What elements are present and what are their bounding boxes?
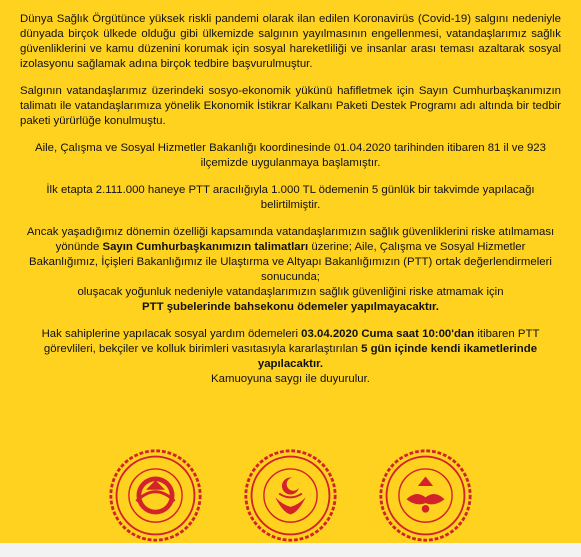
payment-residence-bold: 5 gün içinde kendi ikametlerinde yapılacaktır. (257, 343, 538, 370)
ptt-decision-line3: PTT şubelerinde bahsekonu ödemeler yapılmayacaktır. (142, 301, 439, 313)
paragraph-economic-package: Salgının vatandaşlarımız üzerindeki sosyo-ekonomik yükünü hafifletmek için Sayın Cumhurbaşkanımızın talimatı ile vatandaşlarımıza yönelik Ekonomik İstikrar Kalkanı Paketi Destek Programı adı altında bir tedbir paketi yürürlüğe konulmuştu. (20, 85, 561, 127)
public-notice-line: Kamuoyuna saygı ile duyurulur. (211, 373, 370, 385)
ptt-decision-text-cont: üzerine; Aile, Çalışma ve Sosyal Hizmetler Bakanlığımız, İçişleri Bakanlığımız ile Ulaştırma ve Altyapı Bakanlığımızın (PTT) ortak değerlendirmeleri sonucunda; (29, 241, 552, 283)
paragraph-ministry-coordination: Aile, Çalışma ve Sosyal Hizmetler Bakanlığı koordinesinde 01.04.2020 tarihinden itibaren 81 il ve 923 ilçemizde uygulanmaya başlamıştır. (35, 142, 546, 169)
seal-family-ministry-icon (243, 448, 338, 543)
ministry-seals (0, 448, 581, 543)
paragraph-payment-schedule (20, 327, 561, 387)
paragraph-first-stage: İlk etapta 2.111.000 haneye PTT aracılığıyla 1.000 TL ödemenin 5 günlük bir takvimde yapılacağı belirtilmiştir. (46, 184, 535, 211)
payment-text: Hak sahiplerine yapılacak sosyal yardım ödemeleri (41, 328, 302, 340)
seal-transport-ministry-icon (108, 448, 203, 543)
paragraph-ptt-decision (20, 225, 561, 315)
ptt-decision-text: Ancak yaşadığımız dönemin özelliği kapsamında vatandaşlarımızın sağlık güvenliklerini riske atılmaması yönünde (26, 226, 555, 253)
ptt-decision-bold-instructions: Sayın Cumhurbaşkanımızın talimatları (102, 241, 309, 253)
paragraph-covid-measures: Dünya Sağlık Örgütünce yüksek riskli pandemi olarak ilan edilen Koronavirüs (Covid-19) salgını nedeniyle dünyada birçok ülkede olduğu gibi ülkemizde salgının yayılmasının engellenmesi, vatandaşlarımız sağlık güvenliklerini ve kamu düzenini korumak için sosyal hareketliliği ve insanlar arası teması azaltarak sosyal izolasyonu sağlamak adına birçok tedbire başvurulmuştur. (20, 13, 561, 70)
ptt-decision-line2: oluşacak yoğunluk nedeniyle vatandaşlarımızın sağlık güvenliğini riske atmamak için (77, 286, 504, 298)
payment-text-cont: itibaren PTT görevlileri, bekçiler ve kolluk birimleri vasıtasıyla kararlaştırılan (43, 328, 540, 355)
payment-date-bold: 03.04.2020 Cuma saat 10:00'dan (301, 328, 475, 340)
seal-interior-ministry-icon (378, 448, 473, 543)
